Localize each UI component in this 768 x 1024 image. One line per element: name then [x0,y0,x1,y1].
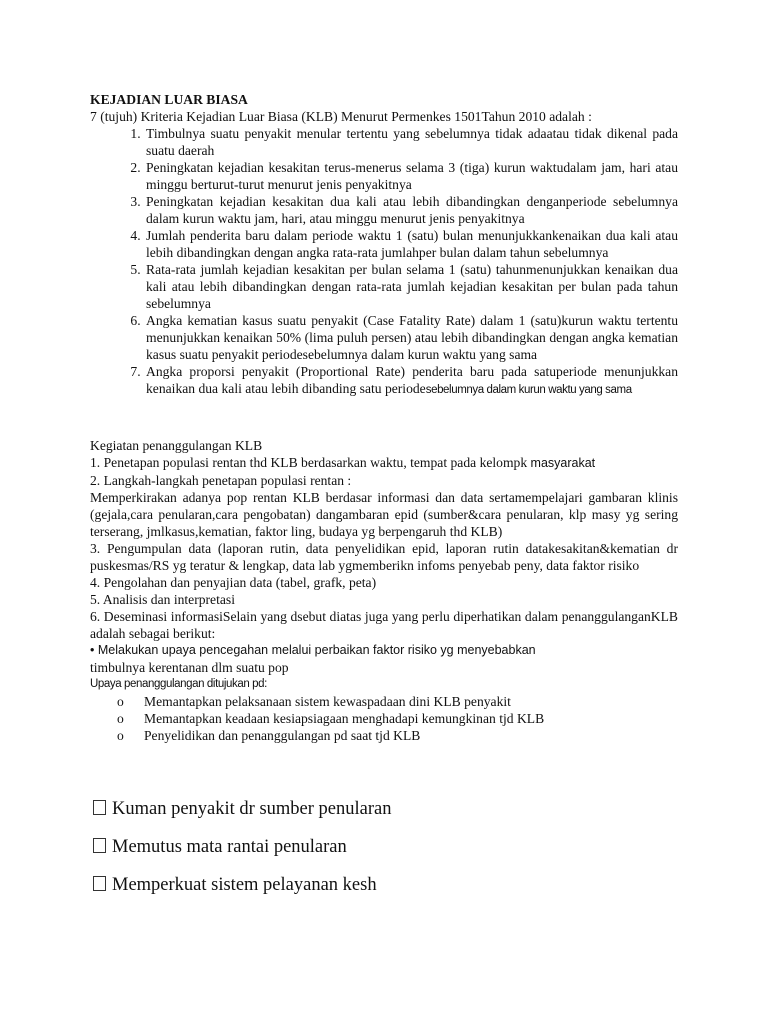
criteria-item-7-tail: sebelumnya dalam kurun waktu yang sama [425,384,632,396]
kegiatan-item-3: 3. Pengumpulan data (laporan rutin, data penyelidikan epid, laporan rutin datakesakitan&kematian dr puskesmas/RS yg teratur & lengkap, data lab ygmemberikn infoms penyebab peny, data faktor risiko [90,541,678,573]
box-item [93,836,391,858]
document-body [90,91,678,744]
kegiatan-item-2-body: Memperkirakan adanya pop rentan KLB berdasar informasi dan data sertamempelajari gambaran klinis (gejala,cara penularan,cara pengobatan) dangambaran epid (sumber&cara penularan, klp masy yg sering terserang, jmlkasus,kematian, faktor ling, budaya yg berpengaruh thd KLB) [90,490,678,539]
circle-bullet-icon: o [117,711,124,726]
kegiatan-heading: Kegiatan penanggulangan KLB [90,438,263,453]
criteria-item-7-text: Angka proporsi penyakit (Proportional Rate) penderita baru pada satuperiode menunjukkan kenaikan dua kali atau lebih dibanding satu periode [146,364,678,396]
kegiatan-item-5: 5. Analisis dan interpretasi [90,592,235,607]
box-item [93,874,391,896]
intro-text: 7 (tujuh) Kriteria Kejadian Luar Biasa (KLB) Menurut Permenkes 1501Tahun 2010 adalah : [90,109,592,124]
kegiatan-item-4: 4. Pengolahan dan penyajian data (tabel, grafk, peta) [90,575,377,590]
document-title: KEJADIAN LUAR BIASA [90,92,248,107]
upaya-heading: Upaya penanggulangan ditujukan pd: [90,678,267,690]
upaya-item-text: Memantapkan pelaksanaan sistem kewaspadaan dini KLB penyakit [144,694,511,709]
kegiatan-item-6: 6. Deseminasi informasiSelain yang dsebut diatas juga yang perlu diperhatikan dalam penanggulanganKLB adalah sebagai berikut: [90,609,678,641]
box-item-text: Kuman penyakit dr sumber penularan [112,799,392,819]
circle-bullet-icon: o [117,728,124,743]
criteria-list [90,125,678,399]
kegiatan-item-1-tail: masyarakat [530,456,596,470]
kegiatan-item-1-text: 1. Penetapan populasi rentan thd KLB berdasarkan waktu, tempat pada kelompk [90,455,528,470]
checkbox-square-icon [93,800,106,815]
criteria-item [144,363,678,399]
kegiatan-item-1 [90,454,678,472]
kegiatan-item-2: 2. Langkah-langkah penetapan populasi rentan : [90,473,352,488]
spacer [90,418,678,437]
checkbox-square-icon [93,838,106,853]
criteria-item: 6. Angka kematian kasus suatu penyakit (Case Fatality Rate) dalam 1 (satu)kurun waktu tertentu menunjukkan kenaikan 50% (lima puluh persen) atau lebih dibandingkan dengan angka kematian kasus suatu penyakit periodesebelumnya dalam kurun waktu yang sama [144,312,678,363]
upaya-item [117,710,678,727]
upaya-item [117,693,678,710]
upaya-item-text: Memantapkan keadaan kesiapsiagaan menghadapi kemungkinan tjd KLB [144,711,545,726]
box-item-text: Memutus mata rantai penularan [112,837,347,857]
kegiatan-bullet-tail: timbulnya kerentanan dlm suatu pop [90,660,289,675]
upaya-item-text: Penyelidikan dan penanggulangan pd saat tjd KLB [144,728,421,743]
criteria-item: 2. Peningkatan kejadian kesakitan terus-menerus selama 3 (tiga) kurun waktudalam jam, hari atau minggu berturut-turut menurut jenis penyakitnya [144,159,678,193]
spacer [90,399,678,418]
box-list [93,798,391,912]
criteria-item: 5. Rata-rata jumlah kejadian kesakitan per bulan selama 1 (satu) tahunmenunjukkan kenaikan dua kali atau lebih dibandingkan dengan rata-rata jumlah kejadian kesakitan per bulan pada tahun sebelumnya [144,261,678,312]
upaya-item [117,727,678,744]
box-item-text: Memperkuat sistem pelayanan kesh [112,875,377,895]
criteria-item: 4. Jumlah penderita baru dalam periode waktu 1 (satu) bulan menunjukkankenaikan dua kali atau lebih dibandingkan dengan angka rata-rata jumlahper bulan dalam tahun sebelumnya [144,227,678,261]
circle-bullet-icon: o [117,694,124,709]
criteria-item: 1. Timbulnya suatu penyakit menular tertentu yang sebelumnya tidak adaatau tidak dikenal pada suatu daerah [144,125,678,159]
box-item [93,798,391,820]
kegiatan-bullet: • Melakukan upaya pencegahan melalui perbaikan faktor risiko yg menyebabkan [90,643,536,657]
checkbox-square-icon [93,876,106,891]
criteria-item: 3. Peningkatan kejadian kesakitan dua kali atau lebih dibandingkan denganperiode sebelumnya dalam kurun waktu jam, hari, atau minggu menurut jenis penyakitnya [144,193,678,227]
upaya-list [90,693,678,744]
